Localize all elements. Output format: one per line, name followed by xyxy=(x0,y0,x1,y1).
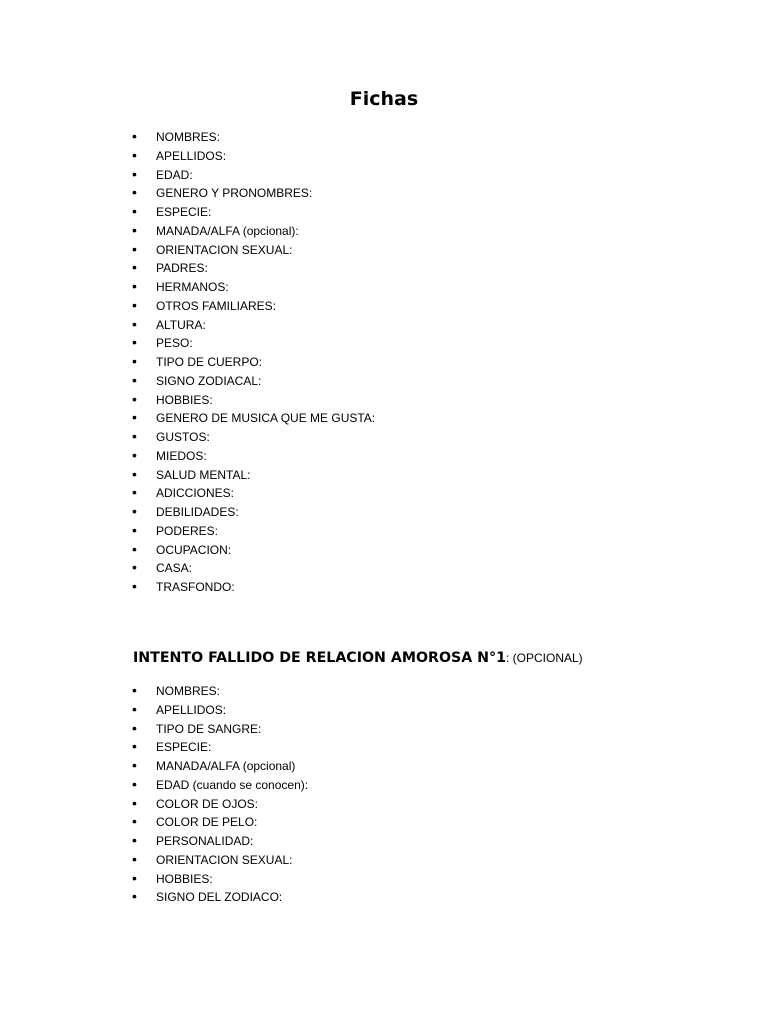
list-item xyxy=(132,147,375,166)
field-label: PODERES: xyxy=(156,523,219,538)
bullet-icon: • xyxy=(132,184,137,201)
field-label: ORIENTACION SEXUAL: xyxy=(156,852,293,867)
field-label: EDAD (cuando se conocen): xyxy=(156,777,309,792)
list-item xyxy=(132,738,308,757)
bullet-icon: • xyxy=(132,484,137,501)
field-label: GENERO Y PRONOMBRES: xyxy=(156,186,313,201)
bullet-icon: • xyxy=(132,240,137,257)
bullet-icon: • xyxy=(132,813,137,830)
field-label: DEBILIDADES: xyxy=(156,505,239,519)
field-label: SIGNO DEL ZODIACO: xyxy=(156,890,283,905)
field-label: MANADA/ALFA (opcional) xyxy=(156,759,296,773)
list-item xyxy=(132,813,308,832)
list-item xyxy=(132,720,308,739)
bullet-icon: • xyxy=(132,146,137,163)
list-item xyxy=(132,297,375,316)
bullet-icon: • xyxy=(132,775,137,792)
bullet-icon: • xyxy=(132,390,137,407)
list-item xyxy=(132,372,375,391)
bullet-icon: • xyxy=(132,203,137,219)
bullet-icon: • xyxy=(132,850,137,867)
list-item xyxy=(132,428,375,447)
bullet-icon: • xyxy=(132,738,137,755)
bullet-icon: • xyxy=(132,503,137,519)
field-label: SALUD MENTAL: xyxy=(156,467,251,482)
character-field-list xyxy=(132,128,375,597)
bullet-icon: • xyxy=(132,296,137,313)
field-label: ALTURA: xyxy=(156,317,206,332)
bullet-icon: • xyxy=(132,521,137,538)
field-label: APELLIDOS: xyxy=(156,702,227,717)
list-item xyxy=(132,851,308,870)
field-label: COLOR DE PELO: xyxy=(156,815,258,830)
bullet-icon: • xyxy=(132,334,137,351)
list-item xyxy=(132,795,308,814)
list-item xyxy=(132,832,308,851)
bullet-icon: • xyxy=(132,278,137,294)
field-label: GENERO DE MUSICA QUE ME GUSTA: xyxy=(156,411,376,426)
list-item xyxy=(132,447,375,466)
list-item xyxy=(132,241,375,260)
bullet-icon: • xyxy=(132,128,137,144)
list-item xyxy=(132,484,375,503)
field-label: PADRES: xyxy=(156,261,208,276)
field-label: HOBBIES: xyxy=(156,392,213,407)
bullet-icon: • xyxy=(132,540,137,557)
bullet-icon: • xyxy=(132,465,137,482)
field-label: TIPO DE SANGRE: xyxy=(156,721,262,736)
field-label: PERSONALIDAD: xyxy=(156,834,254,848)
bullet-icon: • xyxy=(132,719,137,736)
bullet-icon: • xyxy=(132,315,137,332)
bullet-icon: • xyxy=(132,578,137,594)
field-label: COLOR DE OJOS: xyxy=(156,796,259,811)
field-label: GUSTOS: xyxy=(156,430,210,444)
relationship-field-list xyxy=(132,682,308,907)
bullet-icon: • xyxy=(132,221,137,238)
bullet-icon: • xyxy=(132,353,137,369)
field-label: ESPECIE: xyxy=(156,740,212,755)
list-item xyxy=(132,682,308,701)
field-label: MIEDOS: xyxy=(156,448,207,463)
list-item xyxy=(132,522,375,541)
field-label: TRASFONDO: xyxy=(156,580,235,594)
list-item xyxy=(132,166,375,185)
bullet-icon: • xyxy=(132,794,137,811)
list-item xyxy=(132,222,375,241)
field-label: SIGNO ZODIACAL: xyxy=(156,373,262,388)
bullet-icon: • xyxy=(132,682,137,698)
list-item xyxy=(132,184,375,203)
bullet-icon: • xyxy=(132,259,137,276)
list-item xyxy=(132,888,308,907)
bullet-icon: • xyxy=(132,832,137,848)
bullet-icon: • xyxy=(132,446,137,463)
list-item xyxy=(132,776,308,795)
field-label: APELLIDOS: xyxy=(156,148,227,163)
field-label: OTROS FAMILIARES: xyxy=(156,298,277,313)
relationship-heading-text: INTENTO FALLIDO DE RELACION AMOROSA N°1 xyxy=(133,650,506,666)
list-item xyxy=(132,259,375,278)
field-label: PESO: xyxy=(156,336,193,351)
list-item xyxy=(132,559,375,578)
field-label: HOBBIES: xyxy=(156,871,213,886)
bullet-icon: • xyxy=(132,409,137,426)
field-label: NOMBRES: xyxy=(156,130,221,144)
relationship-heading-suffix: : (OPCIONAL) xyxy=(505,651,583,665)
list-item xyxy=(132,391,375,410)
field-label: HERMANOS: xyxy=(156,280,229,294)
page-title: Fichas xyxy=(349,88,419,110)
list-item xyxy=(132,503,375,522)
list-item xyxy=(132,701,308,720)
field-label: MANADA/ALFA (opcional): xyxy=(156,223,299,238)
bullet-icon: • xyxy=(132,869,137,886)
field-label: TIPO DE CUERPO: xyxy=(156,355,263,369)
field-label: ESPECIE: xyxy=(156,205,212,219)
list-item xyxy=(132,757,308,776)
bullet-icon: • xyxy=(132,757,137,773)
field-label: EDAD: xyxy=(156,167,193,182)
list-item xyxy=(132,334,375,353)
bullet-icon: • xyxy=(132,700,137,717)
list-item xyxy=(132,128,375,147)
list-item xyxy=(132,203,375,222)
relationship-section-heading xyxy=(133,648,583,668)
bullet-icon: • xyxy=(132,371,137,388)
list-item xyxy=(132,541,375,560)
list-item xyxy=(132,578,375,597)
bullet-icon: • xyxy=(132,559,137,576)
bullet-icon: • xyxy=(132,165,137,182)
bullet-icon: • xyxy=(132,888,137,905)
list-item xyxy=(132,409,375,428)
list-item xyxy=(132,316,375,335)
list-item xyxy=(132,278,375,297)
field-label: CASA: xyxy=(156,561,193,576)
bullet-icon: • xyxy=(132,428,137,444)
field-label: OCUPACION: xyxy=(156,542,232,557)
list-item xyxy=(132,870,308,889)
field-label: ORIENTACION SEXUAL: xyxy=(156,242,293,257)
list-item xyxy=(132,466,375,485)
field-label: ADICCIONES: xyxy=(156,486,235,501)
list-item xyxy=(132,353,375,372)
field-label: NOMBRES: xyxy=(156,684,221,698)
